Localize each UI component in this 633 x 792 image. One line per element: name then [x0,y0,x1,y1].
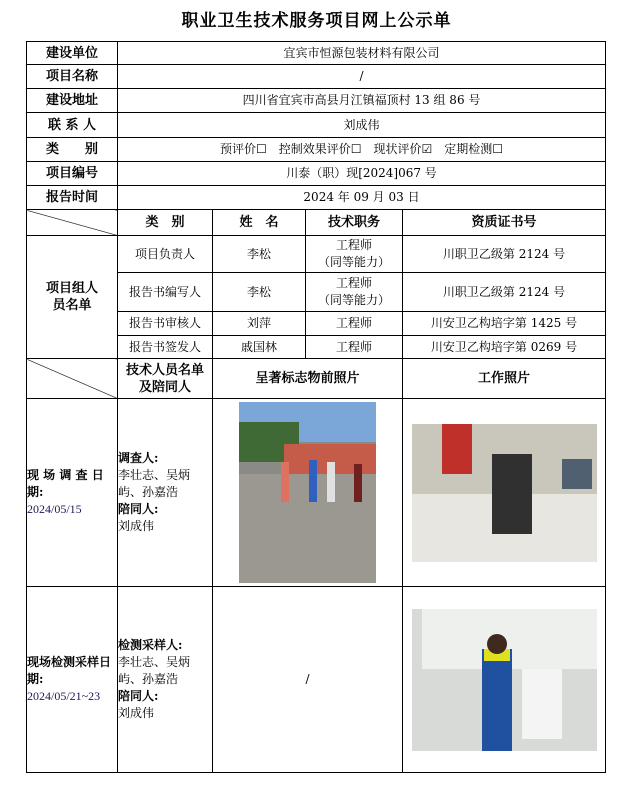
sampling-photo [412,609,597,751]
info-label: 建设地址 [27,89,118,113]
title-line: 工程师 [335,276,372,290]
info-row [27,42,606,65]
role: 报告书编写人 [118,273,213,312]
header-cert: 资质证书号 [403,210,606,236]
info-row [27,186,606,210]
role: 报告书审核人 [118,312,213,336]
info-label: 项目编号 [27,162,118,186]
title: 工程师 [306,312,403,336]
info-label: 类 别 [27,138,118,162]
name: 李松 [213,273,306,312]
info-row [27,113,606,138]
title-note: （同等能力） [317,255,390,269]
accomp-label: 陪同人: [118,502,159,516]
title-note: （同等能力） [317,293,390,307]
header-title: 技术职务 [306,210,403,236]
accomp-label: 陪同人: [118,689,159,703]
sampling-row [27,587,606,773]
info-value: 川泰（职）现[2024]067 号 [118,162,606,186]
landmark-photo-placeholder: / [213,587,403,773]
team-label: 项目组人员名单 [27,236,118,359]
work-photo-cell [403,399,606,587]
sampling-date-label: 现场检测采样日期: [27,655,112,686]
title: 工程师 [306,336,403,359]
role: 项目负责人 [118,236,213,273]
name: 李松 [213,236,306,273]
cert: 川职卫乙级第 2124 号 [403,236,606,273]
info-table [26,41,606,773]
survey-date-cell [27,399,118,587]
staff-label: 检测采样人: [118,638,183,652]
landmark-photo-header: 呈著标志物前照片 [213,359,403,399]
diagonal-cell [27,210,118,236]
survey-staff-cell [118,399,213,587]
info-value: 四川省宜宾市高县月江镇福顶村 13 组 86 号 [118,89,606,113]
info-value: 2024 年 09 月 03 日 [118,186,606,210]
info-label: 项目名称 [27,65,118,89]
sampling-photo-cell [403,587,606,773]
role: 报告书签发人 [118,336,213,359]
name: 戚国林 [213,336,306,359]
photos-header-row [27,359,606,399]
info-value: 预评价☐ 控制效果评价☐ 现状评价☑ 定期检测☐ [118,138,606,162]
work-photo-header: 工作照片 [403,359,606,399]
accomp-name: 刘成伟 [118,706,155,720]
accomp-name: 刘成伟 [118,519,155,533]
team-row [27,236,606,273]
title [306,273,403,312]
sampling-date: 2024/05/21~23 [27,689,101,703]
info-label: 建设单位 [27,42,118,65]
survey-row [27,399,606,587]
info-label: 联 系 人 [27,113,118,138]
survey-date: 2024/05/15 [27,502,82,516]
team-header-row [27,210,606,236]
title-line: 工程师 [335,238,372,252]
work-photo [412,424,597,562]
info-row [27,89,606,113]
header-role: 类 别 [118,210,213,236]
info-label: 报告时间 [27,186,118,210]
page-title: 职业卫生技术服务项目网上公示单 [181,11,452,31]
survey-date-label: 现 场 调 查 日期: [27,468,104,499]
info-row [27,162,606,186]
header-name: 姓 名 [213,210,306,236]
landmark-photo [239,402,376,583]
info-value: / [118,65,606,89]
sampling-staff-cell [118,587,213,773]
name: 刘萍 [213,312,306,336]
cert: 川职卫乙级第 2124 号 [403,273,606,312]
sampling-date-cell [27,587,118,773]
cert: 川安卫乙构培字第 1425 号 [403,312,606,336]
staff-names: 李壮志、吴炳屿、孙嘉浩 [118,468,191,499]
landmark-photo-cell [213,399,403,587]
staff-names: 李壮志、吴炳屿、孙嘉浩 [118,655,191,686]
staff-label: 调查人: [118,451,159,465]
title [306,236,403,273]
info-row [27,138,606,162]
info-value: 宜宾市恒源包装材料有限公司 [118,42,606,65]
cert: 川安卫乙构培字第 0269 号 [403,336,606,359]
staff-header: 技术人员名单及陪同人 [118,359,213,399]
diagonal-cell [27,359,118,399]
info-value: 刘成伟 [118,113,606,138]
info-row [27,65,606,89]
